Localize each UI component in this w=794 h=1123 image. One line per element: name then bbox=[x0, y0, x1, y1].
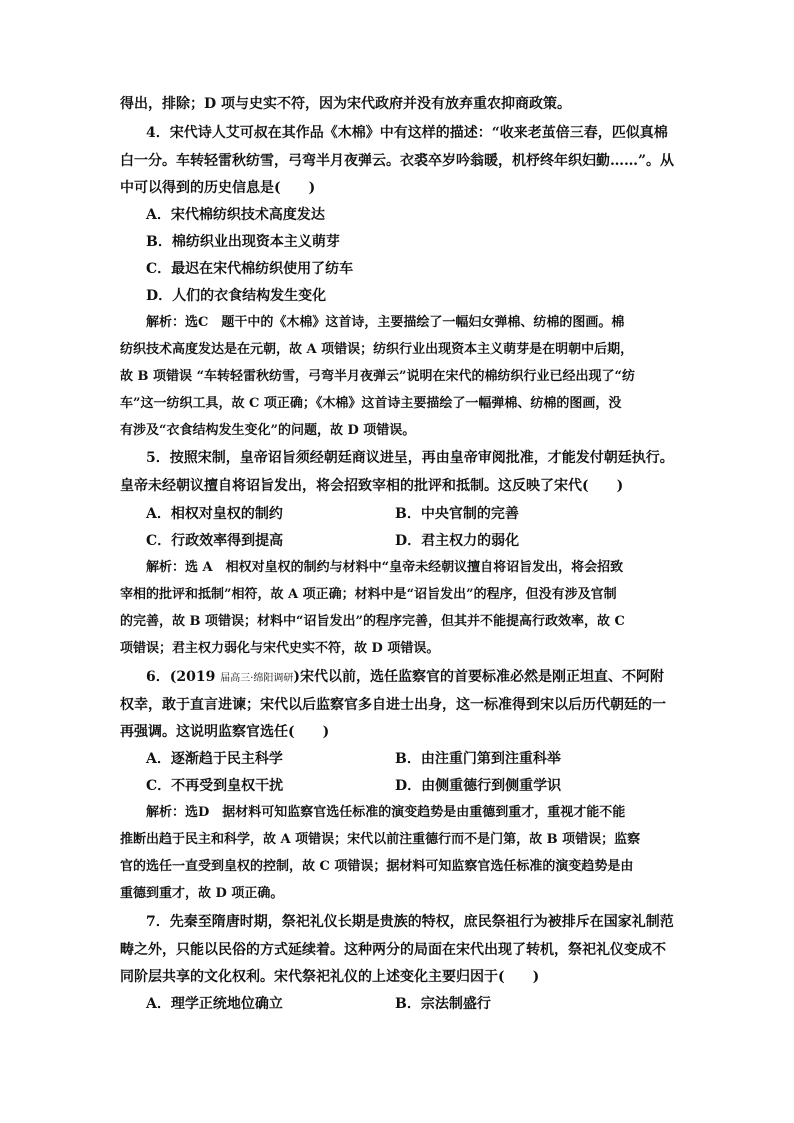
question-7-stem: 畴之外，只能以民俗的方式延续着。这种两分的局面在宋代出现了转机，祭祀礼仪变成不 bbox=[120, 942, 666, 958]
question-4-stem: 中可以得到的历史信息是( ) bbox=[120, 180, 316, 196]
question-5-stem: 5．按照宋制，皇帝诏旨须经朝廷商议进呈，再由皇帝审阅批准，才能发付朝廷执行。 bbox=[146, 450, 674, 466]
answer-5-explanation: 的完善，故 B 项错误；材料中“诏旨发出”的程序完善，但其并不能提高行政效率，故 C bbox=[120, 614, 625, 629]
question-5-option-b: B．中央官制的完善 bbox=[395, 506, 519, 522]
answer-4-explanation: 解析：选C 题干中的《木棉》这首诗，主要描绘了一幅妇女弹棉、纺棉的图画。棉 bbox=[146, 315, 625, 330]
question-7-option-b: B．宗法制盛行 bbox=[395, 996, 491, 1012]
question-6-source: 届高三·绵阳调研 bbox=[220, 673, 294, 684]
question-5-option-c: C．行政效率得到提高 bbox=[146, 533, 284, 549]
question-4-option-a: A．宋代棉纺织技术高度发达 bbox=[146, 207, 325, 223]
question-7-option-a: A．理学正统地位确立 bbox=[146, 996, 283, 1012]
question-6-option-d: D．由侧重德行到侧重学识 bbox=[395, 778, 562, 794]
question-7-stem: 同阶层共享的文化权利。宋代祭祀礼仪的上述变化主要归因于( ) bbox=[120, 969, 540, 985]
question-6-stem bbox=[146, 667, 664, 689]
question-6-option-a: A．逐渐趋于民主科学 bbox=[146, 751, 283, 767]
answer-6-explanation: 重德到重才，故 D 项正确。 bbox=[120, 886, 284, 901]
question-5-option-d: D．君主权力的弱化 bbox=[395, 533, 520, 549]
answer-4-explanation: 纺织技术高度发达是在元朝，故 A 项错误；纺织行业出现资本主义萌芽是在明朝中后期， bbox=[120, 342, 634, 357]
question-6-text: )宋代以前，选任监察官的首要标准必然是刚正坦直、不阿附 bbox=[293, 669, 665, 685]
question-4-option-b: B．棉纺织业出现资本主义萌芽 bbox=[146, 234, 340, 250]
question-6-stem: 权幸，敢于直言进谏；宋代以后监察官多自进士出身，这一标准得到宋以后历代朝廷的一 bbox=[120, 697, 666, 713]
question-6-option-c: C．不再受到皇权干扰 bbox=[146, 778, 284, 794]
answer-6-explanation: 官的选任一直受到皇权的控制，故 C 项错误；据材料可知监察官选任标准的演变趋势是由 bbox=[120, 859, 634, 874]
question-6-stem: 再强调。这说明监察官选任( ) bbox=[120, 724, 330, 740]
answer-4-explanation: 有涉及“衣食结构发生变化”的问题，故 D 项错误。 bbox=[120, 423, 416, 438]
answer-6-explanation: 解析：选D 据材料可知监察官选任标准的演变趋势是由重德到重才，重视才能不能 bbox=[146, 805, 626, 820]
question-5-option-a: A．相权对皇权的制约 bbox=[146, 506, 283, 522]
answer-5-explanation: 宰相的批评和抵制”相符，故 A 项正确；材料中是“诏旨发出”的程序，但没有涉及官制 bbox=[120, 587, 617, 602]
answer-4-explanation: 车”这一纺织工具，故 C 项正确；《木棉》这首诗主要描绘了一幅弹棉、纺棉的图画，没 bbox=[120, 396, 622, 411]
question-4-stem: 白一分。车转轻雷秋纺雪，弓弯半月夜弹云。衣裘卒岁吟翁暖，机杼终年织妇勤……”。从 bbox=[120, 153, 675, 169]
answer-5-explanation: 项错误；君主权力弱化与宋代史实不符，故 D 项错误。 bbox=[120, 641, 440, 656]
text-line: 得出，排除；D 项与史实不符，因为宋代政府并没有放弃重农抑商政策。 bbox=[120, 96, 572, 112]
question-7-stem: 7．先秦至隋唐时期，祭祀礼仪长期是贵族的特权，庶民祭祖行为被排斥在国家礼制范 bbox=[146, 914, 674, 930]
question-6-option-b: B．由注重门第到注重科举 bbox=[395, 751, 561, 767]
question-6-number: 6．(2019 bbox=[146, 669, 221, 685]
question-4-stem: 4．宋代诗人艾可叔在其作品《木棉》中有这样的描述：“收来老茧倍三春，匹似真棉 bbox=[146, 125, 668, 141]
question-4-option-d: D．人们的衣食结构发生变化 bbox=[146, 288, 327, 304]
question-4-option-c: C．最迟在宋代棉纺织使用了纺车 bbox=[146, 261, 354, 277]
answer-5-explanation: 解析：选 A 相权对皇权的制约与材料中“皇帝未经朝议擅自将诏旨发出，将会招致 bbox=[146, 560, 624, 575]
question-5-stem: 皇帝未经朝议擅自将诏旨发出，将会招致宰相的批评和抵制。这反映了宋代( ) bbox=[120, 478, 624, 494]
answer-4-explanation: 故 B 项错误 “车转轻雷秋纺雪，弓弯半月夜弹云”说明在宋代的棉纺织行业已经出现了“纺 bbox=[120, 369, 635, 384]
answer-6-explanation: 推断出趋于民主和科学，故 A 项错误；宋代以前注重德行而不是门第，故 B 项错误；监察 bbox=[120, 832, 641, 847]
